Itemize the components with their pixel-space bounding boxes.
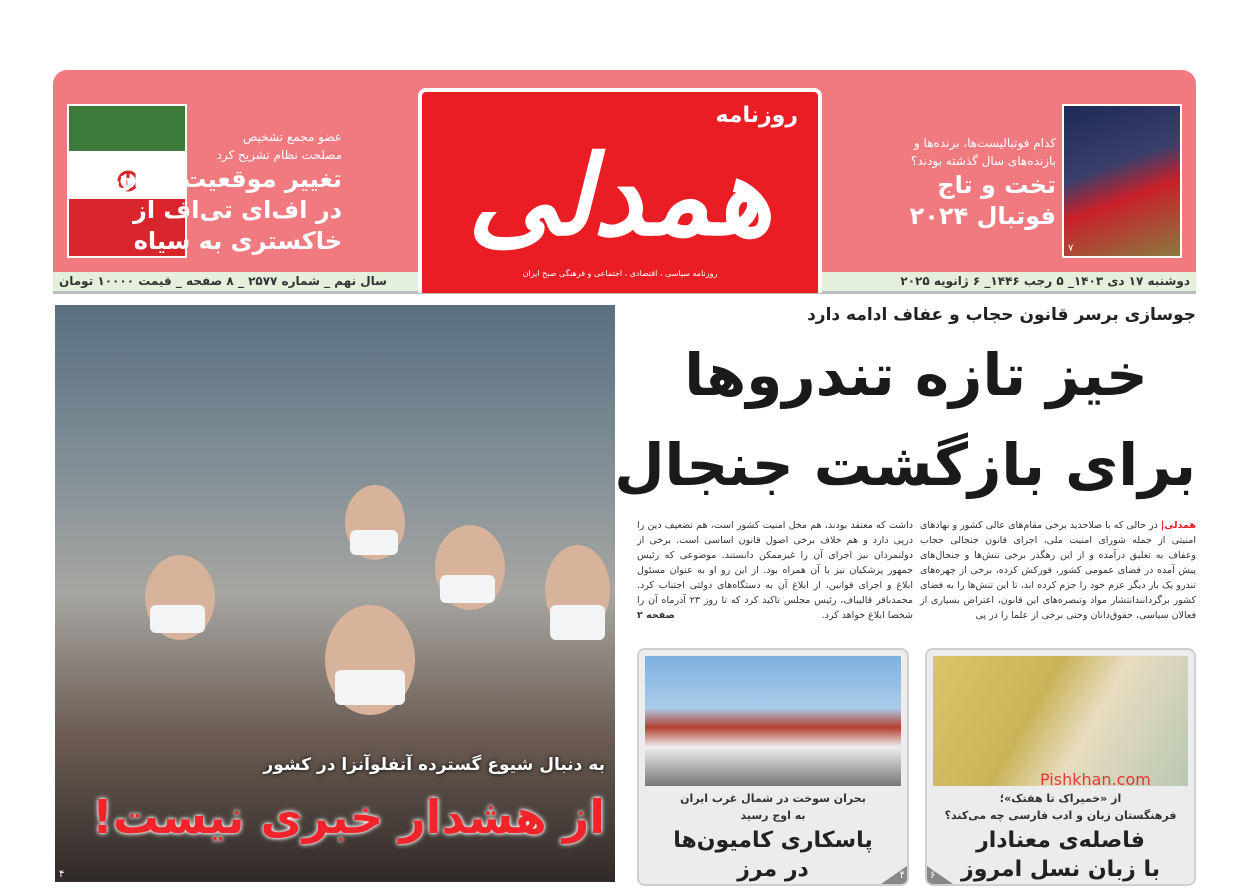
page-corner: ۴ [881, 866, 907, 884]
watermark: Pishkhan.com [1040, 770, 1151, 789]
page-corner: ۶ [927, 866, 953, 884]
teaser-football[interactable] [910, 134, 1056, 232]
mask [350, 530, 398, 555]
continued-link[interactable]: صفحه ۲ [637, 610, 675, 621]
box-kicker: به اوج رسید [740, 809, 806, 822]
page-number: ۷ [1068, 243, 1074, 254]
box-headline: فاصله‌ی معنادار [976, 828, 1145, 853]
headline-line: خیز تازه تندروها [684, 341, 1148, 409]
books-image [933, 656, 1188, 786]
masthead[interactable] [418, 88, 822, 293]
dateline: دوشنبه ۱۷ دی ۱۴۰۳_ ۵ رجب ۱۴۴۶_ ۶ ژانویه ۲۰۲۵ [900, 274, 1190, 288]
story-box-trucks[interactable] [637, 648, 909, 886]
box-kicker: بحران سوخت در شمال غرب ایران [680, 792, 866, 805]
page-number: ۴ [59, 869, 65, 880]
teaser-headline: تغییر موقعیت ایران [112, 165, 342, 193]
teaser-headline: تخت و تاج [937, 171, 1056, 199]
box-headline: با زبان نسل امروز [961, 857, 1160, 882]
story-text: داشت که معتقد بودند، هم مخل امنیت کشور است، هم تضعیف دین را درپی دارد و هم خلاف برخی اصول قانون اساسی است. برخی از دولتمردان نیز اجرای آن را غیرممکن دانستند. موضوعی که رئیس جمهور پزشکیان نیز با آن همراه بود. از این رو او به عنوان مسئول ابلاغ و اجرای قوانین، از ابلاغ آن به دستگاه‌های دولتی اجتناب کرد. محمدباقر قالیباف، رئیس مجلس تاکید کرد که تا روز ۲۳ آذرماه آن را شخصا ابلاغ خواهد کرد. [637, 520, 913, 621]
teaser-fatf[interactable] [113, 128, 342, 257]
masthead-tagline: روزنامه سیاسی ، اقتصادی ، اجتماعی و فرهنگی صبح ایران [522, 269, 718, 278]
box-kicker: از «خمیراک تا هفتک»؛ [999, 792, 1122, 805]
teaser-kicker: کدام فوتبالیست‌ها، برنده‌ها و [913, 136, 1056, 150]
brand-label: همدلی| [1160, 520, 1196, 531]
photo-kicker: به دنبال شیوع گسترده آنفلوآنزا در کشور [263, 755, 605, 775]
box-kicker: فرهنگستان زبان و ادب فارسی چه می‌کند؟ [944, 809, 1177, 822]
teaser-kicker: عضو مجمع تشخیص [242, 130, 342, 144]
issue-info: سال نهم _ شماره ۲۵۷۷ _ ۸ صفحه _ قیمت ۱۰۰۰۰ تومان [59, 274, 387, 288]
photo-headline: از هشدار خبری نیست! [91, 790, 605, 844]
mask [150, 605, 205, 633]
box-headline: در مرز [737, 857, 809, 882]
mask [440, 575, 495, 603]
masthead-prefix: روزنامه [715, 103, 798, 128]
teaser-headline: خاکستری به سیاه [133, 227, 342, 255]
teaser-headline: فوتبال ۲۰۲۴ [909, 202, 1056, 230]
teaser-headline: در اف‌ای تی‌اف از [133, 196, 342, 224]
main-kicker: جوسازی برسر قانون حجاب و عفاف ادامه دارد [807, 305, 1196, 325]
box-headline: پاسکاری کامیون‌ها [673, 828, 873, 853]
trucks-image [645, 656, 901, 786]
mask [550, 605, 605, 640]
main-headline[interactable] [614, 330, 1196, 510]
masthead-logo: همدلی [467, 131, 773, 260]
story-text: در حالی که با صلاحدید برخی مقام‌های عالی کشور و نهادهای امنیتی از جمله شورای امنیت ملی، اجرای قانون جنجالی حجاب وعفاف به تعلیق درآمده و از این رهگذر برخی تنش‌ها و جنجال‌های پیش آمده در فضای عمومی کشور، فورکش کرده، برخی از چهره‌های تندرو یک بار دیگر عزم خود را جزم کرده اند، تا این تنش‌ها را به فضای کشور برگردانندانتشار مواد وتبصره‌های این قانون، اعتراض بسیاری از فعالان سیاسی، حقوق‌دانان وحتی برخی از علما را در پی [920, 520, 1196, 621]
headline-line: برای بازگشت جنجال [614, 431, 1196, 499]
story-column-right [920, 518, 1196, 623]
story-box-persian[interactable] [925, 648, 1196, 886]
flu-crowd-photo[interactable] [55, 305, 615, 882]
football-image[interactable] [1062, 104, 1182, 258]
teaser-kicker: بازنده‌های سال گذشته بودند؟ [911, 154, 1056, 168]
teaser-kicker: مصلحت نظام تشریح کرد [216, 148, 342, 162]
mask [335, 670, 405, 705]
story-column-left [637, 518, 913, 623]
